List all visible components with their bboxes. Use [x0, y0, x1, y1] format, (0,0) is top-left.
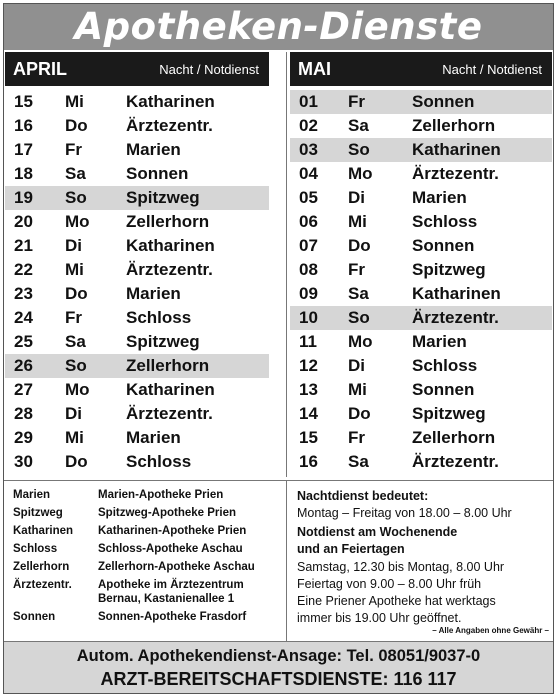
pharmacy-name: Schloss [412, 356, 478, 375]
schedule-row [290, 234, 552, 258]
weekday: Sa [65, 164, 86, 183]
weekday: Mi [65, 260, 84, 279]
legend-full-name: Apotheke im Ärztezentrum [98, 579, 244, 591]
weekday: Mi [65, 428, 84, 447]
weekday: Di [348, 356, 365, 375]
mai-header-subtitle: Nacht / Notdienst [442, 62, 542, 77]
pharmacy-name: Spitzweg [412, 260, 486, 279]
legend-full-name: Marien-Apotheke Prien [98, 489, 224, 501]
weekday: Do [65, 284, 88, 303]
info-holiday-hours: Feiertag von 9.00 – 8.00 Uhr früh [297, 577, 482, 591]
info-night-title: Nachtdienst bedeutet: [297, 489, 429, 503]
weekday: So [65, 188, 87, 207]
legend-full-name: Sonnen-Apotheke Frasdorf [98, 611, 247, 623]
weekday: So [348, 140, 370, 159]
pharmacy-name: Schloss [126, 308, 192, 327]
schedule-row [5, 90, 269, 114]
schedule-row [5, 282, 269, 306]
phone-announcement: Autom. Apothekendienst-Ansage: Tel. 08051/9037-0 [76, 647, 481, 665]
legend-info-divider [286, 480, 287, 641]
title-banner [4, 4, 553, 50]
page-title: Apotheken-Dienste [74, 5, 483, 48]
pharmacy-name: Ärztezentr. [126, 116, 213, 135]
weekday: Sa [348, 284, 369, 303]
pharmacy-name: Katharinen [412, 284, 501, 303]
day-number: 16 [299, 452, 318, 471]
column-divider [286, 52, 287, 477]
info-weekend-title: Notdienst am Wochenende [297, 525, 458, 539]
pharmacy-name: Zellerhorn [126, 356, 210, 375]
doctor-service-number: ARZT-BEREITSCHAFTSDIENSTE: 116 117 [100, 669, 457, 689]
pharmacy-name: Sonnen [412, 92, 475, 111]
weekday: Mi [348, 380, 367, 399]
schedule-row [5, 186, 269, 210]
schedule-row [5, 330, 269, 354]
day-number: 07 [299, 236, 318, 255]
day-number: 22 [14, 260, 33, 279]
day-number: 12 [299, 356, 318, 375]
day-number: 16 [14, 116, 33, 135]
pharmacy-name: Zellerhorn [126, 212, 210, 231]
pharmacy-name: Sonnen [412, 236, 475, 255]
weekday: Mi [348, 212, 367, 231]
schedule-row [5, 162, 269, 186]
weekday: Mo [65, 380, 90, 399]
pharmacy-name: Katharinen [412, 140, 501, 159]
april-header [5, 52, 269, 86]
day-number: 04 [299, 164, 318, 183]
schedule-row [290, 258, 552, 282]
schedule-row [290, 138, 552, 162]
day-number: 26 [14, 356, 33, 375]
day-number: 03 [299, 140, 318, 159]
day-number: 15 [299, 428, 318, 447]
schedule-row [290, 450, 552, 474]
day-number: 11 [299, 332, 317, 351]
weekday: Do [348, 236, 371, 255]
disclaimer: – Alle Angaben ohne Gewähr – [432, 626, 549, 635]
schedule-row [290, 90, 552, 114]
pharmacy-name: Ärztezentr. [126, 260, 213, 279]
legend-full-name: Zellerhorn-Apotheke Aschau [98, 561, 255, 573]
info-weekend-hours: Samstag, 12.30 bis Montag, 8.00 Uhr [297, 560, 505, 574]
day-number: 24 [14, 308, 33, 327]
day-number: 13 [299, 380, 318, 399]
day-number: 23 [14, 284, 33, 303]
pharmacy-name: Zellerhorn [412, 428, 496, 447]
april-month-label: APRIL [13, 59, 67, 79]
weekday: Mo [348, 332, 373, 351]
day-number: 15 [14, 92, 33, 111]
schedule-row [5, 114, 269, 138]
legend-abbr: Marien [13, 489, 51, 501]
info-prien-hours: immer bis 19.00 Uhr geöffnet. [297, 611, 462, 625]
schedule-row [290, 162, 552, 186]
day-number: 29 [14, 428, 33, 447]
schedule-row [290, 306, 552, 330]
weekday: Fr [348, 260, 365, 279]
pharmacy-name: Spitzweg [126, 332, 200, 351]
weekday: Do [348, 404, 371, 423]
pharmacy-name: Schloss [412, 212, 478, 231]
schedule-row [5, 378, 269, 402]
weekday: Mi [65, 92, 84, 111]
day-number: 21 [14, 236, 33, 255]
weekday: Sa [348, 452, 369, 471]
day-number: 06 [299, 212, 318, 231]
day-number: 20 [14, 212, 33, 231]
schedule-row [5, 138, 269, 162]
day-number: 08 [299, 260, 318, 279]
weekday: Sa [348, 116, 369, 135]
day-number: 28 [14, 404, 33, 423]
weekday: Sa [65, 332, 86, 351]
legend-abbr: Spitzweg [13, 507, 63, 519]
day-number: 14 [299, 404, 318, 423]
schedule-row [290, 114, 552, 138]
day-number: 09 [299, 284, 318, 303]
schedule-row [290, 210, 552, 234]
pharmacy-name: Sonnen [412, 380, 475, 399]
legend-full-name: Schloss-Apotheke Aschau [98, 543, 243, 555]
day-number: 02 [299, 116, 318, 135]
mai-header [290, 52, 552, 86]
weekday: Fr [65, 140, 82, 159]
schedule-row [5, 234, 269, 258]
pharmacy-name: Spitzweg [126, 188, 200, 207]
schedule-row [5, 210, 269, 234]
weekday: Do [65, 452, 88, 471]
info-prien-note: Eine Priener Apotheke hat werktags [297, 594, 496, 608]
pharmacy-name: Katharinen [126, 380, 215, 399]
day-number: 10 [299, 308, 318, 327]
schedule-row [290, 426, 552, 450]
legend-abbr: Schloss [13, 543, 58, 555]
section-divider-top [4, 480, 553, 481]
schedule-row [5, 426, 269, 450]
weekday: Fr [348, 92, 365, 111]
weekday: Di [348, 188, 365, 207]
schedule-row [5, 354, 269, 378]
pharmacy-name: Ärztezentr. [412, 308, 499, 327]
pharmacy-legend [5, 482, 283, 640]
pharmacy-name: Marien [412, 332, 467, 351]
pharmacy-name: Spitzweg [412, 404, 486, 423]
weekday: Mo [348, 164, 373, 183]
schedule-row [290, 330, 552, 354]
pharmacy-name: Zellerhorn [412, 116, 496, 135]
legend-abbr: Katharinen [13, 525, 74, 537]
april-header-subtitle: Nacht / Notdienst [159, 62, 259, 77]
info-box [290, 482, 552, 640]
schedule-row [5, 402, 269, 426]
day-number: 18 [14, 164, 33, 183]
schedule-row [5, 258, 269, 282]
schedule-row [290, 186, 552, 210]
day-number: 17 [14, 140, 33, 159]
day-number: 27 [14, 380, 33, 399]
pharmacy-name: Ärztezentr. [126, 404, 213, 423]
info-holiday-title: und an Feiertagen [297, 542, 405, 556]
pharmacy-name: Marien [126, 284, 181, 303]
legend-abbr: Sonnen [13, 611, 56, 623]
legend-abbr: Zellerhorn [13, 561, 70, 573]
weekday: Di [65, 404, 82, 423]
footer [4, 642, 553, 693]
weekday: Fr [65, 308, 82, 327]
day-number: 05 [299, 188, 318, 207]
schedule-row [5, 450, 269, 474]
schedule-row [290, 354, 552, 378]
schedule-row [5, 306, 269, 330]
pharmacy-name: Ärztezentr. [412, 164, 499, 183]
pharmacy-name: Schloss [126, 452, 192, 471]
pharmacy-name: Ärztezentr. [412, 452, 499, 471]
day-number: 30 [14, 452, 33, 471]
weekday: Di [65, 236, 82, 255]
day-number: 25 [14, 332, 33, 351]
schedule-row [290, 282, 552, 306]
day-number: 01 [299, 92, 318, 111]
mai-month-label: MAI [298, 59, 331, 79]
legend-full-name: Bernau, Kastanienallee 1 [98, 593, 235, 605]
pharmacy-name: Sonnen [126, 164, 189, 183]
weekday: Fr [348, 428, 365, 447]
pharmacy-name: Katharinen [126, 92, 215, 111]
pharmacy-name: Marien [126, 140, 181, 159]
pharmacy-name: Marien [412, 188, 467, 207]
legend-abbr: Ärztezentr. [13, 579, 72, 591]
weekday: Do [65, 116, 88, 135]
legend-full-name: Spitzweg-Apotheke Prien [98, 507, 237, 519]
weekday: So [65, 356, 87, 375]
legend-full-name: Katharinen-Apotheke Prien [98, 525, 247, 537]
pharmacy-name: Marien [126, 428, 181, 447]
weekday: So [348, 308, 370, 327]
weekday: Mo [65, 212, 90, 231]
schedule-row [290, 378, 552, 402]
pharmacy-name: Katharinen [126, 236, 215, 255]
day-number: 19 [14, 188, 33, 207]
schedule-row [290, 402, 552, 426]
info-night-hours: Montag – Freitag von 18.00 – 8.00 Uhr [297, 506, 512, 520]
